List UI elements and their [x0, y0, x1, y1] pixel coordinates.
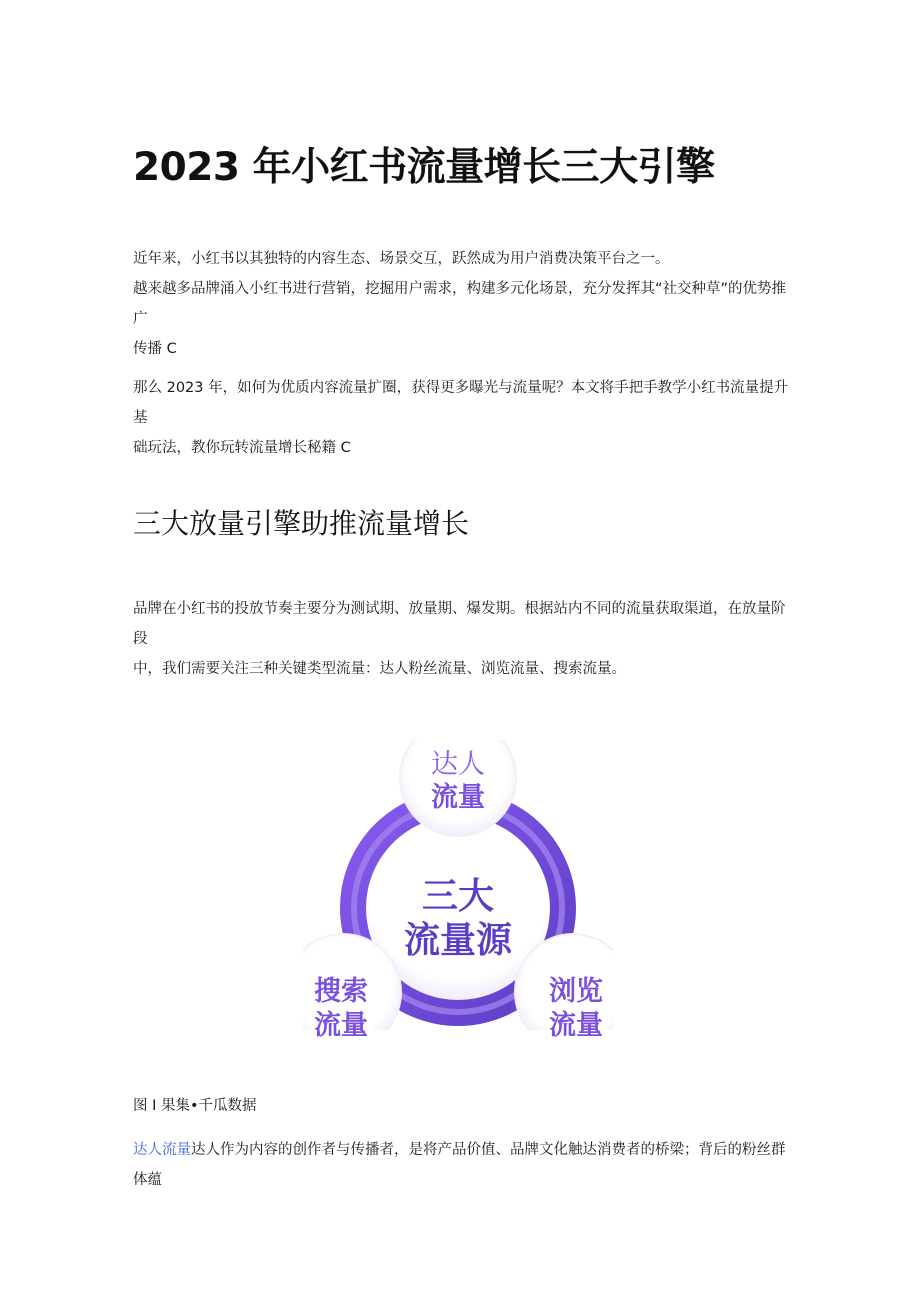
- page-title: 2023 年小红书流量增长三大引擎: [133, 145, 715, 190]
- right-label-line2: 流量: [549, 1010, 603, 1041]
- left-label-line2: 流量: [314, 1010, 368, 1041]
- section-line-2: 中，我们需要关注三种关键类型流量：达人粉丝流量、浏览流量、搜索流量。: [133, 661, 626, 677]
- traffic-sources-diagram: [303, 740, 613, 1045]
- figure-caption: 图 I 果集•千瓜数据: [133, 1098, 257, 1114]
- section-line-1: 品牌在小红书的投放节奏主要分为测试期、放量期、爆发期。根据站内不同的流量获取渠道，在放量阶段: [133, 601, 786, 647]
- section-heading: 三大放量引擎助推流量增长: [133, 507, 470, 540]
- center-label-line2: 流量源: [403, 920, 513, 961]
- intro-paragraph: [133, 244, 798, 364]
- right-label-line1: 浏览: [549, 976, 603, 1007]
- question-paragraph: [133, 373, 798, 463]
- influencer-traffic-link[interactable]: 达人流量: [133, 1142, 191, 1158]
- question-line-2: 础玩法，教你玩转流量增长秘籍 C: [133, 440, 351, 456]
- top-label-line2: 流量: [431, 782, 485, 813]
- intro-line-3: 传播 C: [133, 341, 177, 357]
- top-label-line1: 达人: [431, 749, 485, 780]
- question-line-1: 那么 2023 年，如何为优质内容流量扩圈，获得更多曝光与流量呢？本文将手把手教学小红书流量提升基: [133, 380, 789, 426]
- intro-line-2: 越来越多品牌涌入小红书进行营销，挖掘用户需求，构建多元化场景，充分发挥其“社交种草”的优势推广: [133, 281, 787, 327]
- center-label-line1: 三大: [421, 876, 495, 917]
- diagram-svg: [303, 740, 613, 1045]
- left-label-line1: 搜索: [314, 976, 368, 1007]
- intro-line-1: 近年来，小红书以其独特的内容生态、场景交互，跃然成为用户消费决策平台之一。: [133, 251, 670, 267]
- last-paragraph: [133, 1135, 798, 1195]
- section-paragraph: [133, 594, 798, 684]
- last-paragraph-text: 达人作为内容的创作者与传播者，是将产品价值、品牌文化触达消费者的桥梁；背后的粉丝群体蕴: [133, 1142, 786, 1188]
